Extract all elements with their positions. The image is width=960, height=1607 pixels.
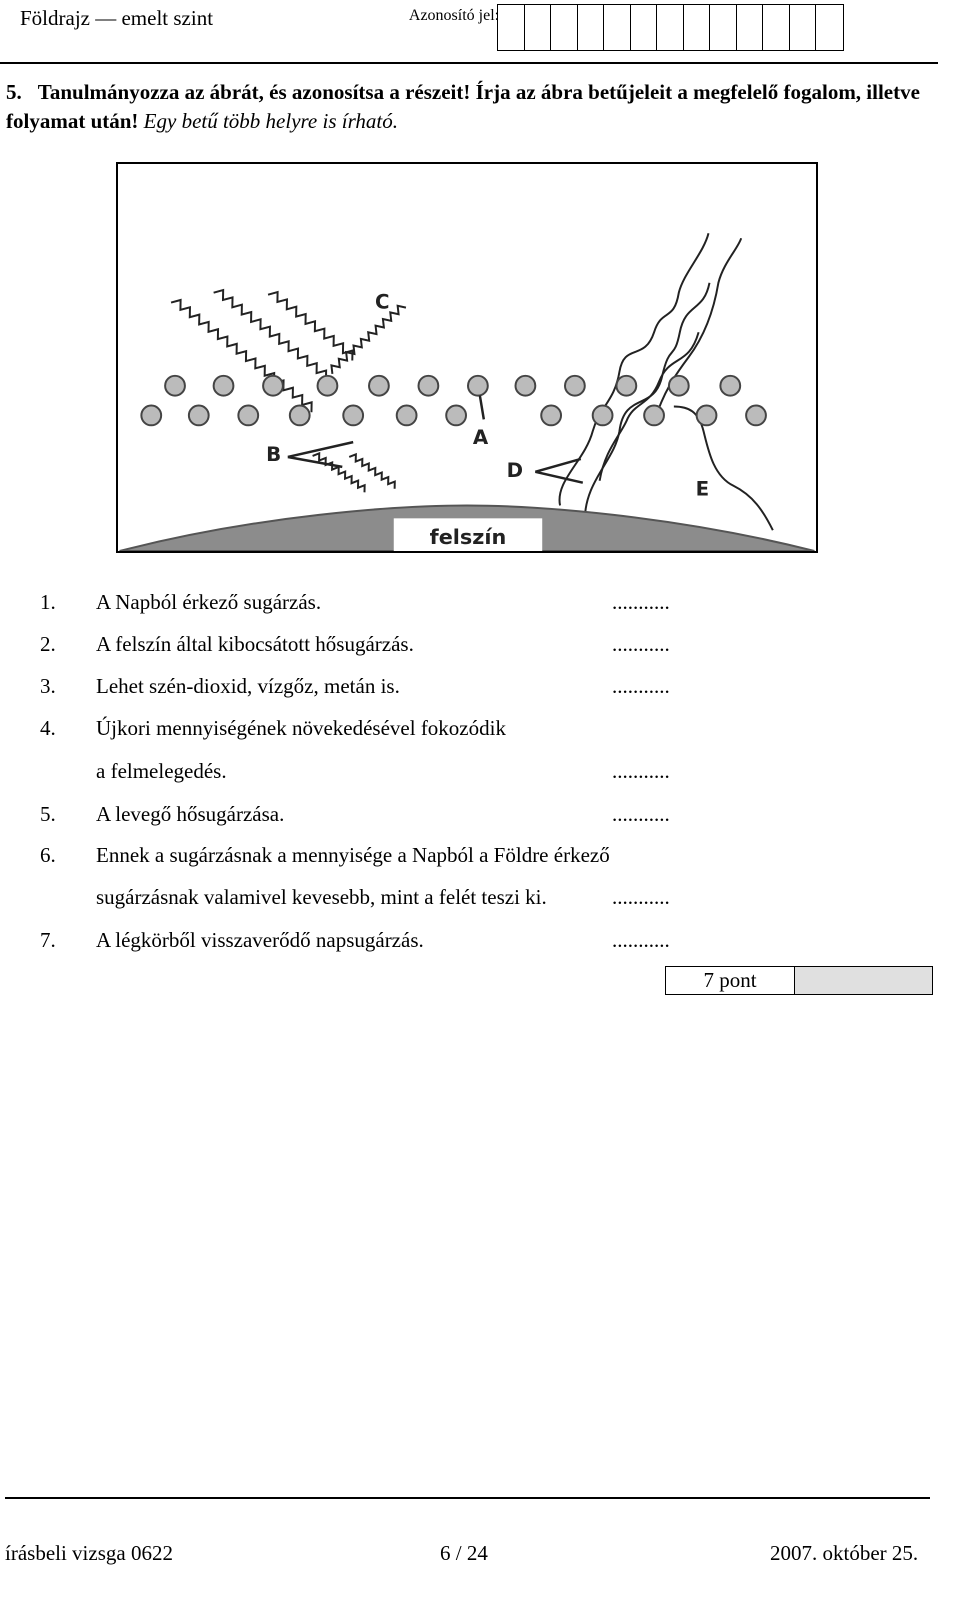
id-box[interactable] (763, 5, 790, 50)
score-label: 7 pont (666, 967, 795, 994)
label-d: D (506, 458, 524, 482)
id-box[interactable] (684, 5, 711, 50)
id-box[interactable] (631, 5, 658, 50)
id-box[interactable] (737, 5, 764, 50)
footer-divider (5, 1497, 930, 1499)
header-divider (0, 62, 938, 64)
outgoing-wave-1 (585, 283, 710, 521)
footer-exam-code: írásbeli vizsga 0622 (5, 1541, 173, 1565)
outgoing-wave-2 (559, 233, 708, 505)
solar-wave-2 (214, 286, 331, 380)
footer-page-number: 6 / 24 (440, 1541, 488, 1565)
id-box[interactable] (525, 5, 552, 50)
id-box[interactable] (551, 5, 578, 50)
answer-blank[interactable]: ........... (612, 759, 670, 783)
reflected-wave-c (328, 302, 406, 373)
score-box (665, 966, 933, 995)
id-box[interactable] (578, 5, 605, 50)
wave-to-surface-1 (313, 451, 368, 492)
header-subject: Földrajz — emelt szint (20, 6, 214, 30)
id-box[interactable] (657, 5, 684, 50)
instruction-italic: Egy betű több helyre is írható. (143, 109, 398, 133)
question-instruction (6, 78, 936, 136)
id-box[interactable] (604, 5, 631, 50)
label-c: C (374, 290, 390, 314)
answer-blank[interactable]: ........... (612, 885, 670, 909)
answer-blank[interactable]: ........... (612, 928, 670, 952)
instruction-bold: Tanulmányozza az ábrát, és azonosítsa a részeit! Írja az ábra betűjeleit a megfelelő fogalom, illetve folyamat után! (6, 80, 920, 133)
score-entry[interactable] (795, 967, 932, 994)
answer-blank[interactable]: ........... (612, 802, 670, 826)
answer-blank[interactable]: ........... (612, 632, 670, 656)
solar-wave-3 (268, 288, 357, 360)
id-boxes[interactable] (497, 4, 844, 51)
id-label: Azonosító jel: (408, 7, 500, 24)
wave-to-surface-2 (349, 452, 398, 489)
footer-date: 2007. október 25. (770, 1541, 919, 1565)
question-number: 5. (6, 80, 22, 104)
surface-label: felszín (429, 525, 507, 550)
id-box[interactable] (498, 5, 525, 50)
label-e: E (695, 477, 710, 501)
id-box[interactable] (710, 5, 737, 50)
id-box[interactable] (790, 5, 817, 50)
id-box[interactable] (816, 5, 843, 50)
label-a: A (472, 426, 489, 450)
answer-blank[interactable]: ........... (612, 590, 670, 614)
answer-blank[interactable]: ........... (612, 674, 670, 698)
label-b: B (266, 442, 282, 466)
greenhouse-diagram (116, 162, 818, 553)
